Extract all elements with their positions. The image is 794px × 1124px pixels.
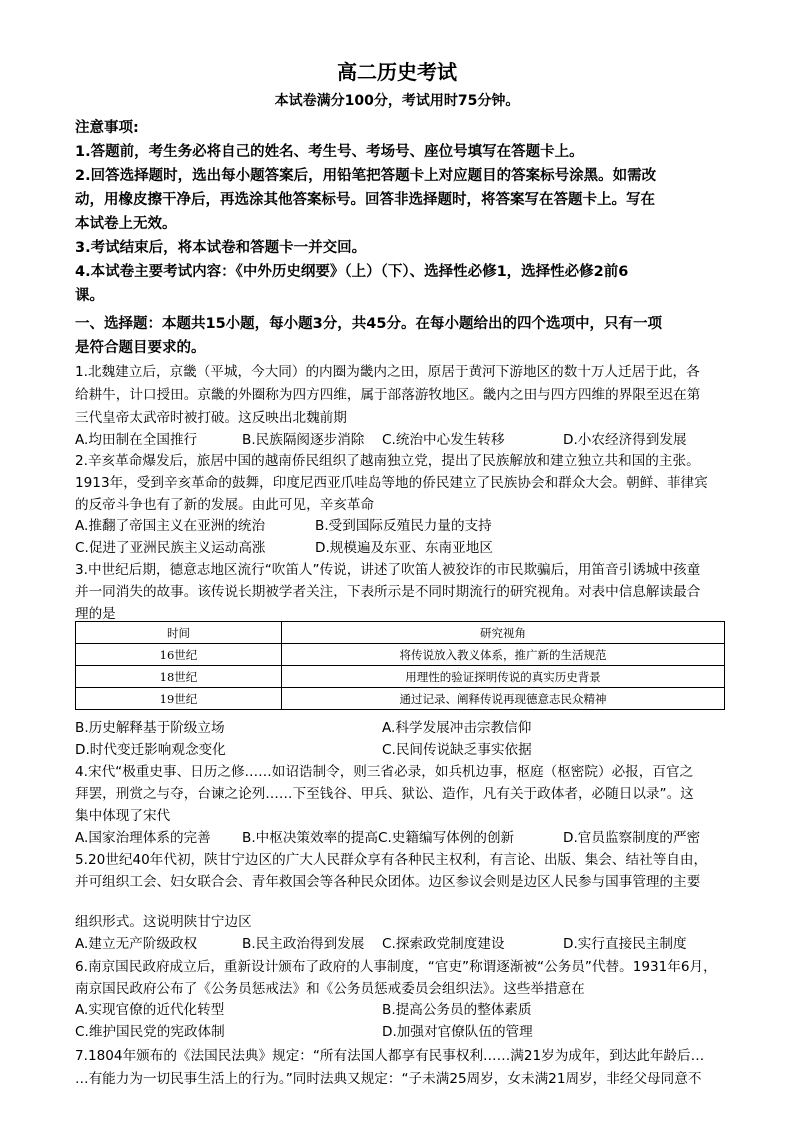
- q2-option-d[interactable]: D.规模遍及东亚、东南亚地区: [315, 540, 493, 556]
- question-3-text: 理的是: [75, 606, 116, 622]
- q4-option-a[interactable]: A.国家治理体系的完善: [75, 830, 211, 846]
- q6-option-a[interactable]: A.实现官僚的近代化转型: [75, 1002, 225, 1018]
- table-row: [76, 644, 725, 666]
- table-header-time: 时间: [76, 622, 282, 644]
- q1-option-d[interactable]: D.小农经济得到发展: [563, 432, 687, 448]
- q4-option-bc[interactable]: B.中枢决策效率的提高C.史籍编写体例的创新: [242, 830, 515, 846]
- notice-line: 本试卷上无效。: [75, 216, 177, 232]
- notice-line: 4.本试卷主要考试内容：《中外历史纲要》（上）（下）、选择性必修1，选择性必修2前6: [75, 264, 629, 280]
- table-cell-time: 19世纪: [76, 688, 282, 710]
- question-2-text: 2.辛亥革命爆发后，旅居中国的越南侨民组织了越南独立党，提出了民族解放和建立独立共和国的主张。: [75, 453, 700, 469]
- question-5-text: 5.20世纪40年代初，陕甘宁边区的广大人民群众享有各种民主权利，有言论、出版、集会、结社等自由，: [75, 852, 708, 868]
- table-header-perspective: 研究视角: [282, 622, 725, 644]
- q3-option-c[interactable]: C.民间传说缺乏事实依据: [382, 742, 532, 758]
- section-heading: 一、选择题：本题共15小题，每小题3分，共45分。在每小题给出的四个选项中，只有一项: [75, 316, 662, 332]
- q1-option-a[interactable]: A.均田制在全国推行: [75, 432, 198, 448]
- table-row: [76, 666, 725, 688]
- notice-line: 1.答题前，考生务必将自己的姓名、考生号、考场号、座位号填写在答题卡上。: [75, 144, 584, 160]
- q3-option-b[interactable]: B.历史解释基于阶级立场: [75, 720, 225, 736]
- q4-option-d[interactable]: D.官员监察制度的严密: [563, 830, 701, 846]
- question-2-text: 的反帝斗争也有了新的发展。由此可见，辛亥革命: [75, 497, 375, 513]
- page-title: 高二历史考试: [337, 60, 457, 84]
- q5-option-d[interactable]: D.实行直接民主制度: [563, 936, 687, 952]
- question-1-text: 三代皇帝太武帝时被打破。这反映出北魏前期: [75, 410, 347, 426]
- q3-option-d[interactable]: D.时代变迁影响观念变化: [75, 742, 226, 758]
- table-row: [76, 688, 725, 710]
- question-6-text: 南京国民政府公布了《公务员惩戒法》和《公务员惩戒委员会组织法》。这些举措意在: [75, 981, 585, 997]
- question-2-text: 1913年，受到辛亥革命的鼓舞，印度尼西亚爪哇岛等地的侨民建立了民族协会和群众大会。朝鲜、菲律宾: [75, 475, 708, 491]
- page-subtitle: 本试卷满分100分，考试用时75分钟。: [274, 93, 520, 109]
- research-table: [75, 621, 725, 710]
- notice-line: 2.回答选择题时，选出每小题答案后，用铅笔把答题卡上对应题目的答案标号涂黑。如需改: [75, 168, 657, 184]
- notice-line: 动，用橡皮擦干净后，再选涂其他答案标号。回答非选择题时，将答案写在答题卡上。写在: [75, 192, 655, 208]
- q2-option-c[interactable]: C.促进了亚洲民族主义运动高涨: [75, 540, 266, 556]
- question-1-text: 1.北魏建立后，京畿（平城，今大同）的内圈为畿内之田，原居于黄河下游地区的数十万人迁居于此，各: [75, 364, 700, 380]
- question-4-text: 集中体现了宋代: [75, 808, 171, 824]
- q6-option-d[interactable]: D.加强对官僚队伍的管理: [382, 1024, 533, 1040]
- question-6-text: 6.南京国民政府成立后，重新设计颁布了政府的人事制度，“官吏”称谓逐渐被“公务员”代替。1931年6月，: [75, 959, 717, 975]
- q1-option-b[interactable]: B.民族隔阂逐步消除: [242, 432, 365, 448]
- question-3-text: 并一同消失的故事。该传说长期被学者关注，下表所示是不同时期流行的研究视角。对表中信息解读最合: [75, 584, 701, 600]
- table-cell-time: 16世纪: [76, 644, 282, 666]
- table-cell-time: 18世纪: [76, 666, 282, 688]
- table-header-row: [76, 622, 725, 644]
- question-5-text: 并可组织工会、妇女联合会、青年救国会等各种民众团体。边区参议会则是边区人民参与国事管理的主要: [75, 874, 701, 890]
- q6-option-b[interactable]: B.提高公务员的整体素质: [382, 1002, 532, 1018]
- question-1-text: 给耕牛，计口授田。京畿的外圈称为四方四维，属于部落游牧地区。畿内之田与四方四维的界限至迟在第: [75, 387, 701, 403]
- table-cell-perspective: 将传说放入教义体系，推广新的生活规范: [282, 644, 725, 666]
- question-4-text: 拜罢，刑赏之与夺，台谏之论列……下至钱谷、甲兵、狱讼、造作，凡有关于政体者，必随日以录”。这: [75, 786, 694, 802]
- q6-option-c[interactable]: C.维护国民党的宪政体制: [75, 1024, 225, 1040]
- question-4-text: 4.宋代“极重史事、日历之修……如诏诰制令，则三省必录，如兵机边事，枢庭（枢密院）必报，百官之: [75, 764, 694, 780]
- table-cell-perspective: 通过记录、阐释传说再现德意志民众精神: [282, 688, 725, 710]
- notice-line: 课。: [75, 288, 104, 304]
- q5-option-b[interactable]: B.民主政治得到发展: [242, 936, 365, 952]
- q2-option-a[interactable]: A.推翻了帝国主义在亚洲的统治: [75, 518, 266, 534]
- table-cell-perspective: 用理性的验证探明传说的真实历史背景: [282, 666, 725, 688]
- q2-option-b[interactable]: B.受到国际反殖民力量的支持: [315, 518, 492, 534]
- question-7-text: …有能力为一切民事生活上的行为。”同时法典又规定：“子未满25周岁，女未满21周岁，非经父母同意不: [75, 1071, 702, 1087]
- section-heading: 是符合题目要求的。: [75, 340, 206, 356]
- q3-option-a[interactable]: A.科学发展冲击宗教信仰: [382, 720, 532, 736]
- notice-heading: 注意事项:: [75, 120, 139, 136]
- q5-option-a[interactable]: A.建立无产阶级政权: [75, 936, 198, 952]
- notice-line: 3.考试结束后，将本试卷和答题卡一并交回。: [75, 240, 367, 256]
- question-7-text: 7.1804年颁布的《法国民法典》规定：“所有法国人都享有民事权利……满21岁为成年，到达此年龄后…: [75, 1048, 705, 1064]
- question-3-text: 3.中世纪后期，德意志地区流行“吹笛人”传说，讲述了吹笛人被狡诈的市民欺骗后，用笛音引诱城中孩童: [75, 562, 701, 578]
- question-5-text: 组织形式。这说明陕甘宁边区: [75, 914, 252, 930]
- q1-option-c[interactable]: C.统治中心发生转移: [382, 432, 505, 448]
- q5-option-c[interactable]: C.探索政党制度建设: [382, 936, 505, 952]
